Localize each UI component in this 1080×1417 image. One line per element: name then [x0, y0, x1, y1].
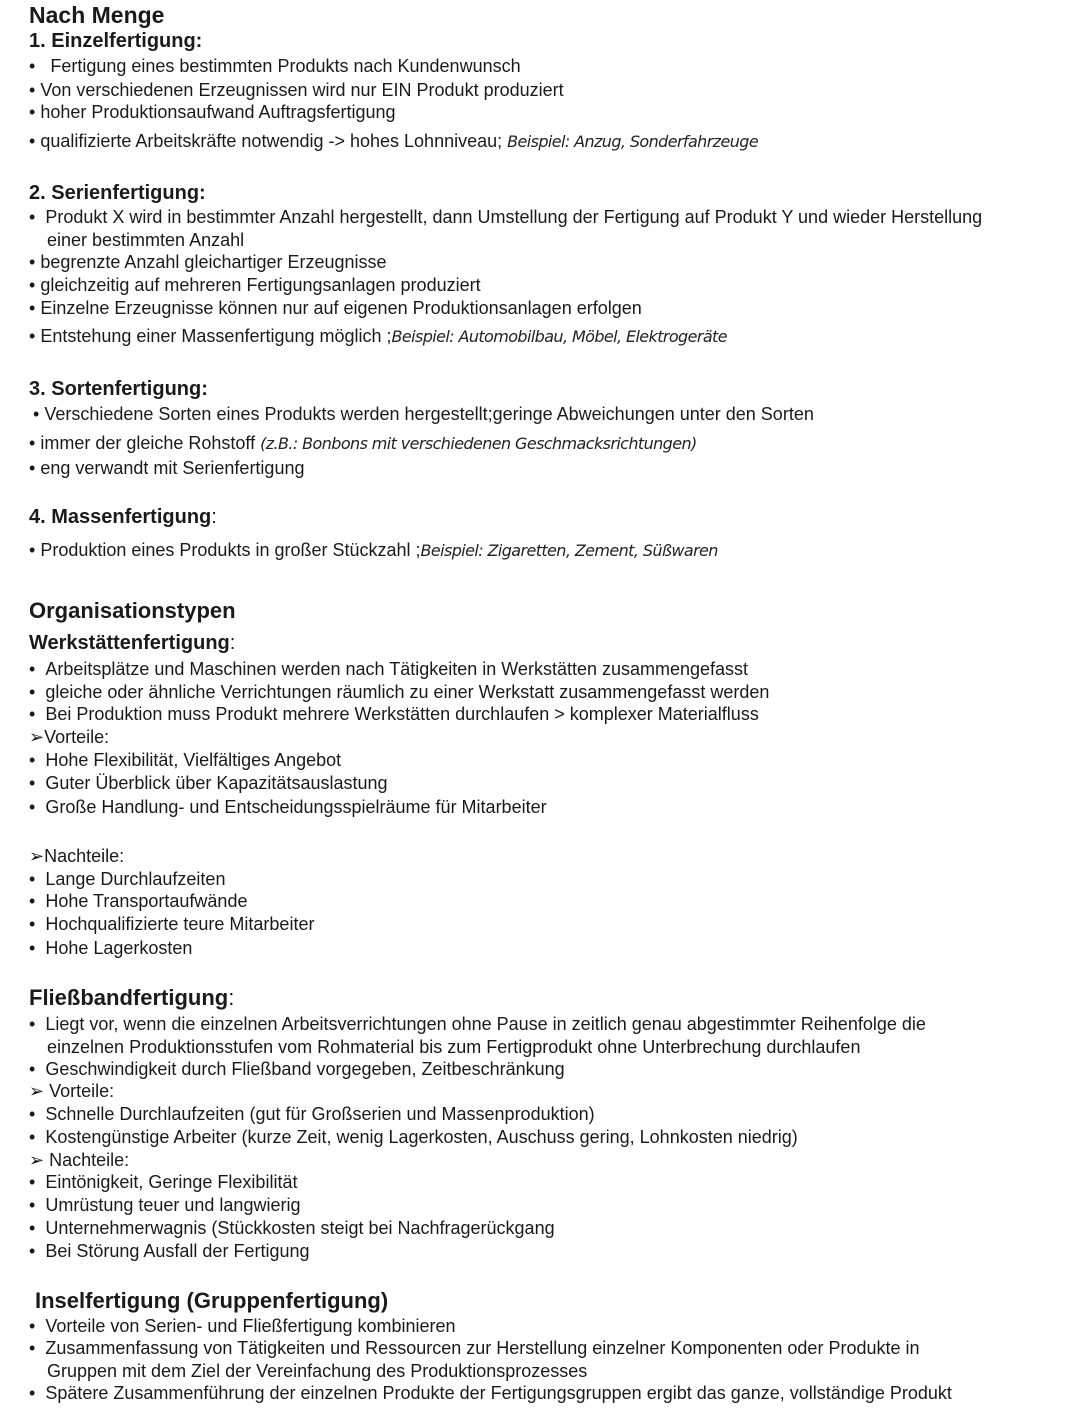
list-item: • Arbeitsplätze und Maschinen werden nach Tätigkeiten in Werkstätten zusammengefasst [29, 659, 749, 679]
list-item: • Unternehmerwagnis (Stückkosten steigt bei Nachfragerückgang [29, 1218, 555, 1238]
handwritten-example: (z.B.: Bonbons mit verschiedenen Geschmacksrichtungen) [260, 434, 697, 453]
list-item: • Hochqualifizierte teure Mitarbeiter [29, 914, 315, 934]
list-item: • begrenzte Anzahl gleichartiger Erzeugnisse [29, 252, 387, 272]
list-item: • Hohe Flexibilität, Vielfältiges Angebot [29, 750, 342, 770]
nachteile-label: ➢ Nachteile: [29, 1150, 130, 1170]
list-item: • Verschiedene Sorten eines Produkts werden hergestellt;geringe Abweichungen unter den Sorten [33, 404, 814, 424]
vorteile-label: ➢Vorteile: [29, 727, 110, 747]
list-item: • Produkt X wird in bestimmter Anzahl hergestellt, dann Umstellung der Fertigung auf Produkt Y und wieder Herstellung [29, 207, 983, 227]
list-item: • Liegt vor, wenn die einzelnen Arbeitsverrichtungen ohne Pause in zeitlich genau abgestimmter Reihenfolge die [29, 1014, 926, 1034]
handwritten-example: Beispiel: Anzug, Sonderfahrzeuge [507, 132, 759, 151]
list-item: • immer der gleiche Rohstoff (z.B.: Bonbons mit verschiedenen Geschmacksrichtungen) [29, 433, 697, 453]
list-item: • Vorteile von Serien- und Fließfertigung kombinieren [29, 1316, 456, 1336]
list-item: • Einzelne Erzeugnisse können nur auf eigenen Produktionsanlagen erfolgen [29, 298, 642, 318]
heading-massenfertigung: 4. Massenfertigung: [29, 506, 217, 528]
list-item: • Lange Durchlaufzeiten [29, 869, 226, 889]
handwritten-example: Beispiel: Zigaretten, Zement, Süßwaren [420, 541, 718, 560]
section-title-nach-menge: Nach Menge [29, 2, 165, 28]
list-item: • Bei Produktion muss Produkt mehrere Werkstätten durchlaufen > komplexer Materialfluss [29, 704, 759, 724]
list-item: • Umrüstung teuer und langwierig [29, 1195, 301, 1215]
heading-fliessbandfertigung: Fließbandfertigung: [29, 985, 235, 1010]
handwritten-example: Beispiel: Automobilbau, Möbel, Elektrogeräte [391, 327, 727, 346]
list-item: • Eintönigkeit, Geringe Flexibilität [29, 1172, 298, 1192]
list-item: • gleichzeitig auf mehreren Fertigungsanlagen produziert [29, 275, 481, 295]
list-item: • hoher Produktionsaufwand Auftragsfertigung [29, 102, 396, 122]
list-item: • eng verwandt mit Serienfertigung [29, 458, 305, 478]
heading-serienfertigung: 2. Serienfertigung: [29, 182, 206, 204]
list-item: • Zusammenfassung von Tätigkeiten und Ressourcen zur Herstellung einzelner Komponenten oder Produkte in [29, 1338, 920, 1358]
list-item: • Von verschiedenen Erzeugnissen wird nur EIN Produkt produziert [29, 80, 564, 100]
heading-sortenfertigung: 3. Sortenfertigung: [29, 378, 208, 400]
list-item: • Guter Überblick über Kapazitätsauslastung [29, 773, 388, 793]
heading-inselfertigung: Inselfertigung (Gruppenfertigung) [35, 1288, 389, 1313]
list-item: • Hohe Lagerkosten [29, 938, 193, 958]
list-item: • Schnelle Durchlaufzeiten (gut für Großserien und Massenproduktion) [29, 1104, 595, 1124]
list-item-continuation: einzelnen Produktionsstufen vom Rohmaterial bis zum Fertigprodukt ohne Unterbrechung durchlaufen [47, 1037, 861, 1057]
list-item: • Entstehung einer Massenfertigung möglich ;Beispiel: Automobilbau, Möbel, Elektrogeräte [29, 326, 727, 346]
heading-werkstaettenfertigung: Werkstättenfertigung: [29, 632, 236, 654]
list-item: • Fertigung eines bestimmten Produkts nach Kundenwunsch [29, 56, 521, 76]
list-item-continuation: Gruppen mit dem Ziel der Vereinfachung des Produktionsprozesses [47, 1361, 588, 1381]
heading-einzelfertigung: 1. Einzelfertigung: [29, 30, 203, 52]
list-item: • qualifizierte Arbeitskräfte notwendig -> hohes Lohnniveau; Beispiel: Anzug, Sonderfahrzeuge [29, 131, 759, 151]
section-title-organisationstypen: Organisationstypen [29, 598, 236, 623]
list-item: • Bei Störung Ausfall der Fertigung [29, 1241, 310, 1261]
list-item: • Geschwindigkeit durch Fließband vorgegeben, Zeitbeschränkung [29, 1059, 565, 1079]
list-item: • Hohe Transportaufwände [29, 891, 248, 911]
list-item: • Große Handlung- und Entscheidungsspielräume für Mitarbeiter [29, 797, 547, 817]
list-item: • Spätere Zusammenführung der einzelnen Produkte der Fertigungsgruppen ergibt das ganze, vollständige Produkt [29, 1383, 952, 1403]
vorteile-label: ➢ Vorteile: [29, 1081, 115, 1101]
list-item: • Produktion eines Produkts in großer Stückzahl ;Beispiel: Zigaretten, Zement, Süßwaren [29, 540, 718, 560]
nachteile-label: ➢Nachteile: [29, 846, 125, 866]
list-item: • Kostengünstige Arbeiter (kurze Zeit, wenig Lagerkosten, Auschuss gering, Lohnkosten niedrig) [29, 1127, 798, 1147]
list-item-continuation: einer bestimmten Anzahl [47, 230, 245, 250]
list-item: • gleiche oder ähnliche Verrichtungen räumlich zu einer Werkstatt zusammengefasst werden [29, 682, 770, 702]
